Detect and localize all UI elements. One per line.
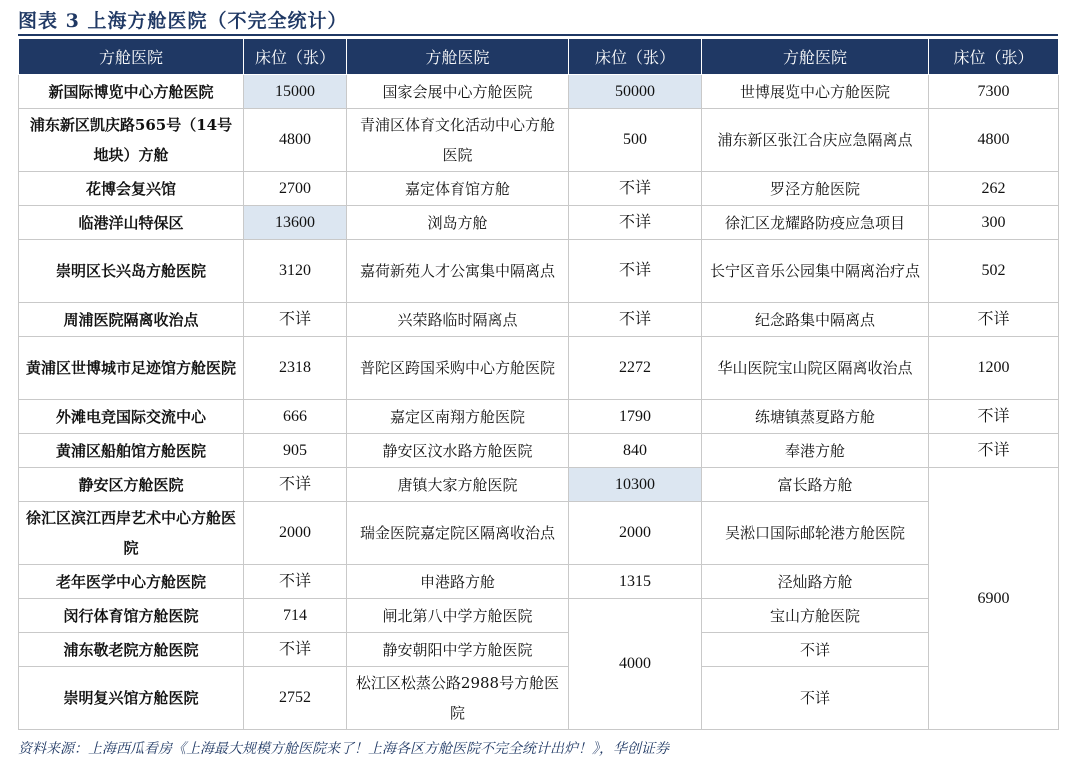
hospital-name: 普陀区跨国采购中心方舱医院: [347, 337, 569, 400]
bed-count: 13600: [244, 206, 347, 240]
hospital-name: 嘉定体育馆方舱: [347, 172, 569, 206]
bed-count: 不详: [569, 303, 702, 337]
hospital-name: 瑞金医院嘉定院区隔离收治点: [347, 502, 569, 565]
hospital-name: 浏岛方舱: [347, 206, 569, 240]
hospital-name: 青浦区体育文化活动中心方舱医院: [347, 109, 569, 172]
hospital-name: 花博会复兴馆: [19, 172, 244, 206]
hospital-name: 老年医学中心方舱医院: [19, 565, 244, 599]
bed-count: 2752: [244, 667, 347, 730]
table-row: [19, 565, 1059, 599]
bed-count: 714: [244, 599, 347, 633]
hospital-name: 吴淞口国际邮轮港方舱医院: [702, 502, 929, 565]
hospital-name: 申港路方舱: [347, 565, 569, 599]
hospital-name: 崇明区长兴岛方舱医院: [19, 240, 244, 303]
bed-count: 2272: [569, 337, 702, 400]
hospital-name: 华山医院宝山院区隔离收治点: [702, 337, 929, 400]
table-row: [19, 599, 1059, 633]
bed-count: 50000: [569, 75, 702, 109]
bed-count: 不详: [244, 565, 347, 599]
hospital-name: 黄浦区世博城市足迹馆方舱医院: [19, 337, 244, 400]
bed-count: 905: [244, 434, 347, 468]
hospital-name: 浦东敬老院方舱医院: [19, 633, 244, 667]
bed-count: 840: [569, 434, 702, 468]
bed-count-merged: 4000: [569, 599, 702, 730]
bed-count: 2000: [244, 502, 347, 565]
header-hospital-2: 方舱医院: [347, 39, 569, 75]
bed-count: 2000: [569, 502, 702, 565]
hospital-name: 周浦医院隔离收治点: [19, 303, 244, 337]
table-row: [19, 667, 1059, 730]
hospital-name: 宝山方舱医院: [702, 599, 929, 633]
hospital-name: 新国际博览中心方舱医院: [19, 75, 244, 109]
source-note: 资料来源：上海西瓜看房《上海最大规模方舱医院来了！上海各区方舱医院不完全统计出炉！》，华创证券: [18, 741, 669, 757]
hospital-name: 长宁区音乐公园集中隔离治疗点: [702, 240, 929, 303]
bed-count: 502: [929, 240, 1059, 303]
hospital-name: 国家会展中心方舱医院: [347, 75, 569, 109]
table-row: [19, 303, 1059, 337]
table-row: [19, 337, 1059, 400]
hospital-name: 不详: [702, 633, 929, 667]
hospital-name: 徐汇区龙耀路防疫应急项目: [702, 206, 929, 240]
bed-count: 15000: [244, 75, 347, 109]
bed-count: 不详: [929, 303, 1059, 337]
bed-count: 不详: [244, 633, 347, 667]
hospital-name: 浦东新区凯庆路565号（14号地块）方舱: [19, 109, 244, 172]
table-row: [19, 75, 1059, 109]
hospital-name: 闸北第八中学方舱医院: [347, 599, 569, 633]
bed-count: 不详: [569, 240, 702, 303]
figure-title: 图表 3 上海方舱医院（不完全统计）: [18, 10, 348, 32]
bed-count: 4800: [244, 109, 347, 172]
hospital-name: 练塘镇蒸夏路方舱: [702, 400, 929, 434]
table-row: [19, 434, 1059, 468]
hospital-name: 临港洋山特保区: [19, 206, 244, 240]
hospital-name: 静安朝阳中学方舱医院: [347, 633, 569, 667]
bed-count: 2318: [244, 337, 347, 400]
hospital-name: 奉港方舱: [702, 434, 929, 468]
bed-count: 7300: [929, 75, 1059, 109]
bed-count: 262: [929, 172, 1059, 206]
bed-count: 2700: [244, 172, 347, 206]
header-beds-1: 床位（张）: [244, 39, 347, 75]
hospital-name: 世博展览中心方舱医院: [702, 75, 929, 109]
header-hospital-1: 方舱医院: [19, 39, 244, 75]
header-beds-2: 床位（张）: [569, 39, 702, 75]
table-header-row: [19, 39, 1059, 75]
hospital-name: 外滩电竞国际交流中心: [19, 400, 244, 434]
table-row: [19, 468, 1059, 502]
table-row: [19, 633, 1059, 667]
bed-count: 10300: [569, 468, 702, 502]
bed-count: 不详: [244, 468, 347, 502]
table-row: [19, 109, 1059, 172]
table-row: [19, 206, 1059, 240]
hospital-name: 兴荣路临时隔离点: [347, 303, 569, 337]
bed-count: 3120: [244, 240, 347, 303]
hospital-name: 黄浦区船舶馆方舱医院: [19, 434, 244, 468]
bed-count: 不详: [244, 303, 347, 337]
hospital-name: 闵行体育馆方舱医院: [19, 599, 244, 633]
table-row: [19, 502, 1059, 565]
hospital-name: 罗泾方舱医院: [702, 172, 929, 206]
table-row: [19, 400, 1059, 434]
table-row: [19, 240, 1059, 303]
hospital-name: 浦东新区张江合庆应急隔离点: [702, 109, 929, 172]
header-beds-3: 床位（张）: [929, 39, 1059, 75]
bed-count: 不详: [929, 400, 1059, 434]
bed-count: 666: [244, 400, 347, 434]
hospital-name: 富长路方舱: [702, 468, 929, 502]
hospital-name: 纪念路集中隔离点: [702, 303, 929, 337]
bed-count: 不详: [929, 434, 1059, 468]
table-row: [19, 172, 1059, 206]
bed-count: 不详: [569, 172, 702, 206]
hospital-name: 崇明复兴馆方舱医院: [19, 667, 244, 730]
hospital-name: 静安区方舱医院: [19, 468, 244, 502]
hospital-name: 静安区汶水路方舱医院: [347, 434, 569, 468]
title-divider: [18, 34, 1058, 36]
bed-count: 1790: [569, 400, 702, 434]
bed-count: 500: [569, 109, 702, 172]
hospital-name: 不详: [702, 667, 929, 730]
bed-count-merged: 6900: [929, 468, 1059, 730]
header-hospital-3: 方舱医院: [702, 39, 929, 75]
bed-count: 1315: [569, 565, 702, 599]
hospital-name: 泾灿路方舱: [702, 565, 929, 599]
hospital-name: 嘉定区南翔方舱医院: [347, 400, 569, 434]
hospital-name: 徐汇区滨江西岸艺术中心方舱医院: [19, 502, 244, 565]
hospital-table: [18, 38, 1059, 730]
hospital-name: 唐镇大家方舱医院: [347, 468, 569, 502]
bed-count: 300: [929, 206, 1059, 240]
hospital-name: 嘉荷新苑人才公寓集中隔离点: [347, 240, 569, 303]
bed-count: 4800: [929, 109, 1059, 172]
hospital-name: 松江区松蒸公路2988号方舱医院: [347, 667, 569, 730]
bed-count: 不详: [569, 206, 702, 240]
bed-count: 1200: [929, 337, 1059, 400]
